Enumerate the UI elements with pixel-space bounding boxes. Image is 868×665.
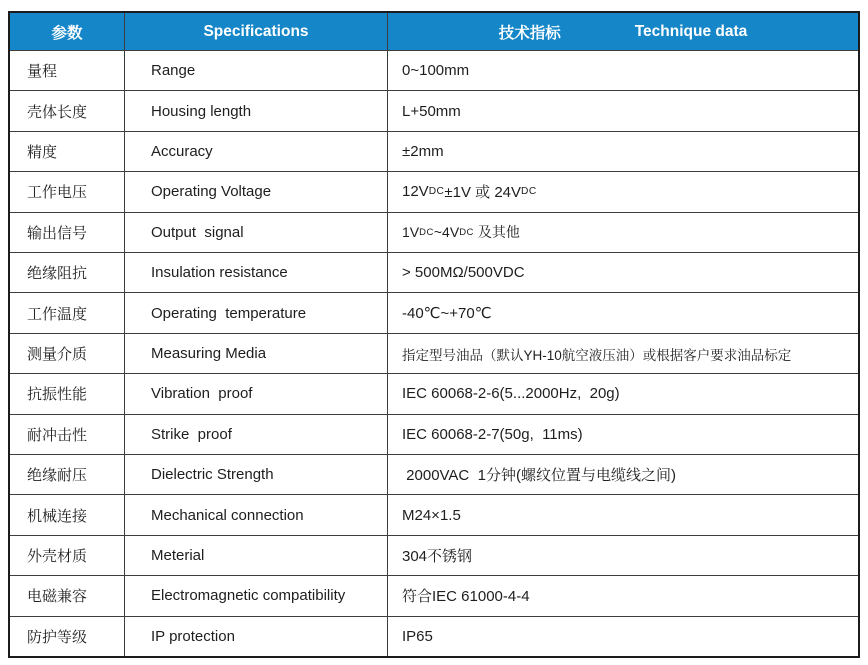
spec-en-cell: Meterial bbox=[125, 536, 388, 575]
table-row-mechanical-connection bbox=[10, 494, 858, 534]
spec-en-cell: Dielectric Strength bbox=[125, 455, 388, 494]
param-cn-cell: 测量介质 bbox=[10, 334, 125, 373]
value-cell: > 500MΩ/500VDC bbox=[402, 264, 525, 282]
param-cn-cell: 绝缘阻抗 bbox=[10, 253, 125, 292]
table-row-ip-protection bbox=[10, 616, 858, 656]
table-row-electromagnetic-compatibility bbox=[10, 575, 858, 615]
value-cell: 304不锈钢 bbox=[402, 548, 473, 566]
value-cell: 2000VAC 1分钟(螺纹位置与电缆线之间) bbox=[402, 467, 676, 485]
value-cell: L+50mm bbox=[402, 102, 461, 120]
header-technique-data bbox=[388, 13, 858, 50]
value-cell: ±2mm bbox=[402, 143, 444, 161]
table-row-insulation-resistance bbox=[10, 252, 858, 292]
param-cn-cell: 电磁兼容 bbox=[10, 576, 125, 615]
value-cell: 1V DC ~4V DC 及其他 bbox=[402, 224, 520, 241]
spec-en-cell: Strike proof bbox=[125, 415, 388, 454]
spec-en-cell: IP protection bbox=[125, 617, 388, 656]
value-cell: IEC 60068-2-7(50g, 11ms) bbox=[402, 425, 583, 443]
dc-subscript: DC bbox=[419, 226, 434, 238]
table-row-material bbox=[10, 535, 858, 575]
param-cn-cell: 绝缘耐压 bbox=[10, 455, 125, 494]
param-cn-cell: 防护等级 bbox=[10, 617, 125, 656]
spec-en-cell: Operating Voltage bbox=[125, 172, 388, 211]
spec-en-cell: Mechanical connection bbox=[125, 495, 388, 534]
table-row-operating-temperature bbox=[10, 292, 858, 332]
table-row-vibration-proof bbox=[10, 373, 858, 413]
header-tech-cn: 技术指标 bbox=[498, 24, 561, 42]
spec-en-cell: Measuring Media bbox=[125, 334, 388, 373]
param-cn-cell: 工作电压 bbox=[10, 172, 125, 211]
table-row-measuring-media bbox=[10, 333, 858, 373]
param-cn-cell: 工作温度 bbox=[10, 293, 125, 332]
param-cn-cell: 量程 bbox=[10, 51, 125, 90]
param-cn-cell: 机械连接 bbox=[10, 495, 125, 534]
header-specifications: Specifications bbox=[125, 13, 388, 50]
value-cell: 符合IEC 61000-4-4 bbox=[402, 588, 530, 606]
param-cn-cell: 精度 bbox=[10, 132, 125, 171]
value-cell: -40℃~+70℃ bbox=[402, 305, 492, 323]
value-cell: M24×1.5 bbox=[402, 506, 461, 524]
value-cell: 0~100mm bbox=[402, 62, 470, 80]
table-row-strike-proof bbox=[10, 414, 858, 454]
table-row-housing-length bbox=[10, 90, 858, 130]
header-tech-en: Technique data bbox=[634, 22, 748, 40]
spec-en-cell: Insulation resistance bbox=[125, 253, 388, 292]
param-cn-cell: 壳体长度 bbox=[10, 91, 125, 130]
table-row-operating-voltage bbox=[10, 171, 858, 211]
dc-subscript: DC bbox=[428, 186, 445, 198]
spec-en-cell: Electromagnetic compatibility bbox=[125, 576, 388, 615]
header-param-cn: 参数 bbox=[10, 13, 125, 50]
spec-en-cell: Accuracy bbox=[125, 132, 388, 171]
table-row-output-signal bbox=[10, 212, 858, 252]
spec-en-cell: Output signal bbox=[125, 213, 388, 252]
table-header-row bbox=[10, 13, 858, 50]
spec-en-cell: Vibration proof bbox=[125, 374, 388, 413]
value-cell: IP65 bbox=[402, 627, 433, 645]
value-cell: IEC 60068-2-6(5...2000Hz, 20g) bbox=[402, 385, 620, 403]
dc-subscript: DC bbox=[459, 226, 474, 238]
table-row-accuracy bbox=[10, 131, 858, 171]
table-row-dielectric-strength bbox=[10, 454, 858, 494]
value-cell: 指定型号油品（默认YH-10航空液压油）或根据客户要求油品标定 bbox=[402, 347, 792, 363]
spec-en-cell: Operating temperature bbox=[125, 293, 388, 332]
param-cn-cell: 耐冲击性 bbox=[10, 415, 125, 454]
spec-en-cell: Range bbox=[125, 51, 388, 90]
dc-subscript: DC bbox=[521, 186, 537, 198]
param-cn-cell: 输出信号 bbox=[10, 213, 125, 252]
value-cell: 12V DC ±1V 或 24V DC bbox=[402, 183, 537, 202]
specifications-table bbox=[8, 11, 860, 658]
spec-en-cell: Housing length bbox=[125, 91, 388, 130]
param-cn-cell: 外壳材质 bbox=[10, 536, 125, 575]
param-cn-cell: 抗振性能 bbox=[10, 374, 125, 413]
table-row-range bbox=[10, 50, 858, 90]
